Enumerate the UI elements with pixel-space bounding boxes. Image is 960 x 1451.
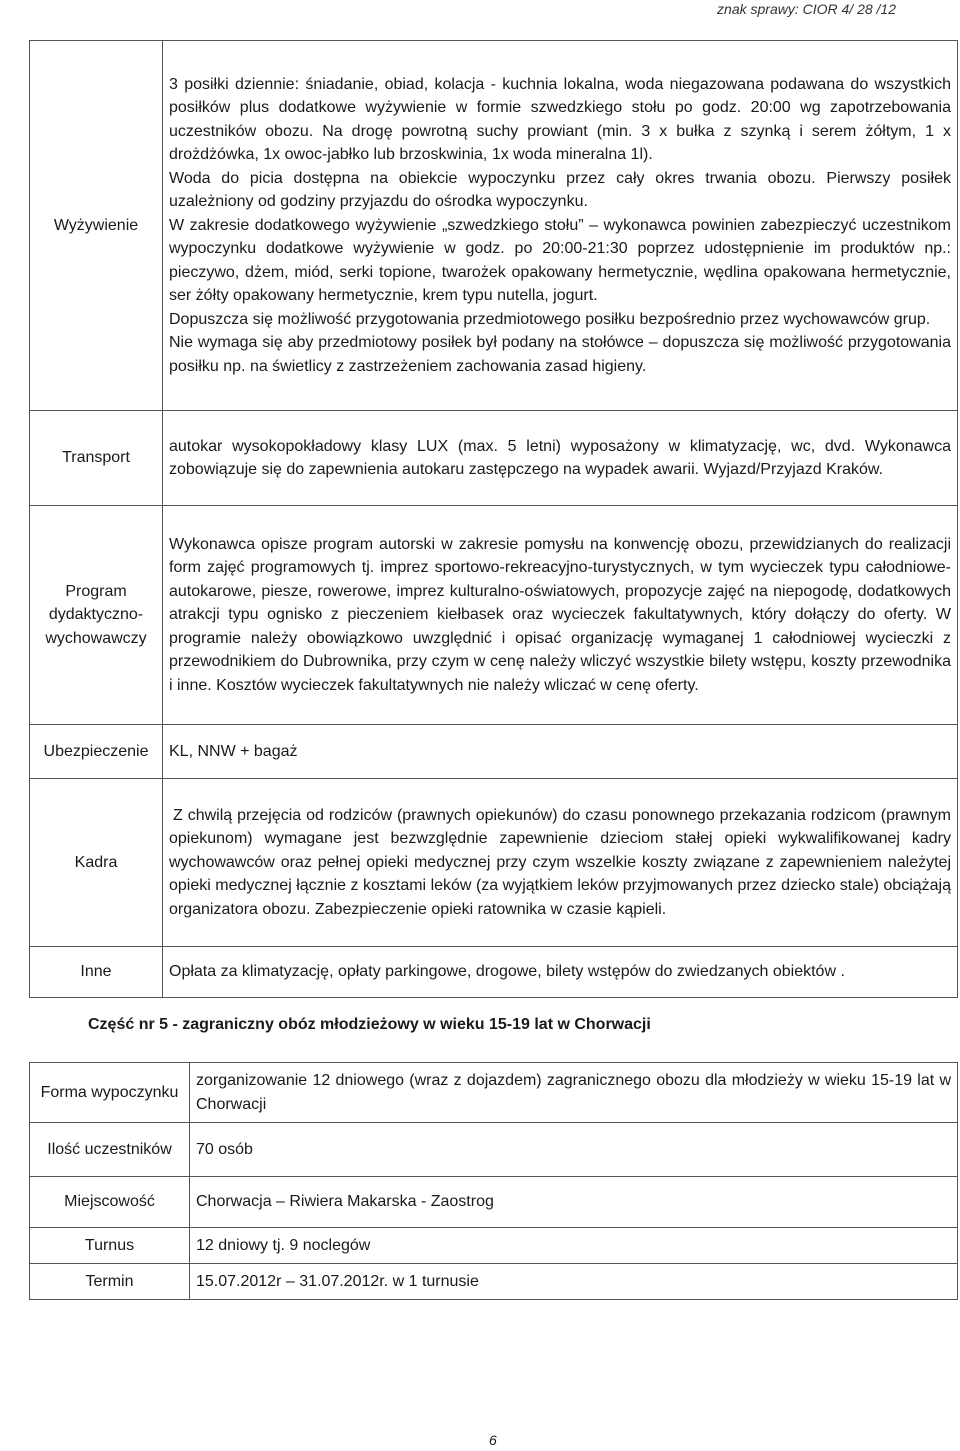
meals-paragraph: Nie wymaga się aby przedmiotowy posiłek był podany na stołówce – dopuszcza się możliwość przygotowania posiłku np. na świetlicy z zastrzeżeniem zachowania zasad higieny.: [169, 334, 951, 375]
program-paragraph: Wykonawca opisze program autorski w zakresie pomysłu na konwencję obozu, przewidzianych do realizacji form zajęć programowych tj. imprez sportowo-rekreacyjno-turystycznych, w tym wycieczek typu całodniowe-autokarowe, piesze, rowerowe, imprez kulturalno-oświatowych, propozycje zajęć na niepogodę, dodatkowych atrakcji typu ognisko z pieczeniem kiełbasek oraz wycieczek fakultatywnych, który dołączy do oferty. W programie należy obowiązkowo uwzględnić i opisać organizację wymaganej 1 całodniowej wycieczki z przewodnikiem do Dubrownika, przy czym w cenę należy wliczyć wszystkie bilety wstępu, koszty przewodnika i inne. Kosztów wycieczek fakultatywnych nie należy wliczać w cenę oferty.: [169, 535, 951, 694]
camp-details-table: [29, 40, 958, 998]
table-row: [30, 947, 958, 998]
staff-description: [163, 779, 958, 947]
table-row: [30, 1123, 958, 1177]
row-value-participants: 70 osób: [190, 1123, 958, 1177]
row-label-location: Miejscowość: [30, 1177, 190, 1228]
table-row: [30, 411, 958, 506]
table-row: [30, 506, 958, 725]
other-description: [163, 947, 958, 998]
row-label-term: Termin: [30, 1264, 190, 1300]
section-heading: Część nr 5 - zagraniczny obóz młodzieżowy w wieku 15-19 lat w Chorwacji: [88, 1016, 651, 1033]
table-row: [30, 1063, 958, 1123]
insurance-description: [163, 725, 958, 779]
row-label-transport: Transport: [30, 411, 163, 506]
row-value-location: Chorwacja – Riwiera Makarska - Zaostrog: [190, 1177, 958, 1228]
row-label-turnus: Turnus: [30, 1228, 190, 1264]
row-label-meals: Wyżywienie: [30, 41, 163, 411]
row-value-form: zorganizowanie 12 dniowego (wraz z dojazdem) zagranicznego obozu dla młodzieży w wieku 15-19 lat w Chorwacji: [190, 1063, 958, 1123]
program-description: [163, 506, 958, 725]
row-value-turnus: 12 dniowy tj. 9 noclegów: [190, 1228, 958, 1264]
meals-paragraph: Woda do picia dostępna na obiekcie wypoczynku przez cały okres trwania obozu. Pierwszy posiłek uzależniony od godziny przyjazdu do ośrodka wypoczynku.: [169, 169, 951, 211]
row-label-participants: Ilość uczestników: [30, 1123, 190, 1177]
row-value-term: 15.07.2012r – 31.07.2012r. w 1 turnusie: [190, 1264, 958, 1300]
meals-paragraph: W zakresie dodatkowego wyżywienie „szwedzkiego stołu” – wykonawca powinien zabezpieczyć uczestnikom wypoczynku dodatkowe wyżywienie w godz. po 20:00-21:30 poprzez udostępnienie im produktów np.: pieczywo, dżem, miód, serki topione, twarożek opakowany hermetycznie, wędlina opakowana hermetycznie, ser żółty opakowany hermetycznie, krem typu nutella, jogurt.: [169, 216, 951, 305]
insurance-paragraph: KL, NNW + bagaż: [169, 742, 298, 760]
staff-paragraph: Z chwilą przejęcia od rodziców (prawnych opiekunów) do czasu ponownego przekazania rodzicom (prawnym opiekunom) wymagane jest bezwzględnie zapewnienie dzieciom stałej opieki wykwalifikowanej kadry wychowawców oraz pełnej opieki medycznej przy czym wszelkie koszty związane z zapewnieniem należytej opieki medycznej łącznie z kosztami leków (za wyjątkiem leków przyjmowanych przez dziecko stale) obciążają organizatora obozu. Zabezpieczenie opieki ratownika w czasie kąpieli.: [169, 806, 951, 918]
table-row: [30, 1177, 958, 1228]
meals-paragraph: 3 posiłki dziennie: śniadanie, obiad, kolacja - kuchnia lokalna, woda niegazowana podawana do wszystkich posiłków plus dodatkowe wyżywienie w formie szwedzkiego stołu po godz. 20:00 wg zapotrzebowania uczestników obozu. Na drogę powrotną suchy prowiant (min. 3 x bułka z szynką i serem żółtym, 1 x drożdżówka, 1x owoc-jabłko lub brzoskwinia, 1x woda mineralna 1l).: [169, 75, 951, 164]
page-number: 6: [489, 1432, 497, 1448]
transport-description: [163, 411, 958, 506]
table-row: [30, 41, 958, 411]
transport-paragraph: autokar wysokopokładowy klasy LUX (max. 5 letni) wyposażony w klimatyzację, wc, dvd. Wykonawca zobowiązuje się do zapewnienia autokaru zastępczego na wypadek awarii. Wyjazd/Przyjazd Kraków.: [169, 437, 951, 478]
case-number: znak sprawy: CIOR 4/ 28 /12: [717, 1, 896, 17]
row-label-form: Forma wypoczynku: [30, 1063, 190, 1123]
table-row: [30, 1228, 958, 1264]
table-row: [30, 1264, 958, 1300]
table-row: [30, 725, 958, 779]
row-label-other: Inne: [30, 947, 163, 998]
row-label-program: Program dydaktyczno-wychowawczy: [30, 506, 163, 725]
camp-summary-table: [29, 1062, 958, 1300]
row-label-insurance: Ubezpieczenie: [30, 725, 163, 779]
other-paragraph: Opłata za klimatyzację, opłaty parkingowe, drogowe, bilety wstępów do zwiedzanych obiektów .: [169, 963, 845, 981]
table-row: [30, 779, 958, 947]
meals-paragraph: Dopuszcza się możliwość przygotowania przedmiotowego posiłku bezpośrednio przez wychowawców grup.: [169, 310, 931, 328]
row-label-staff: Kadra: [30, 779, 163, 947]
meals-description: [163, 41, 958, 411]
